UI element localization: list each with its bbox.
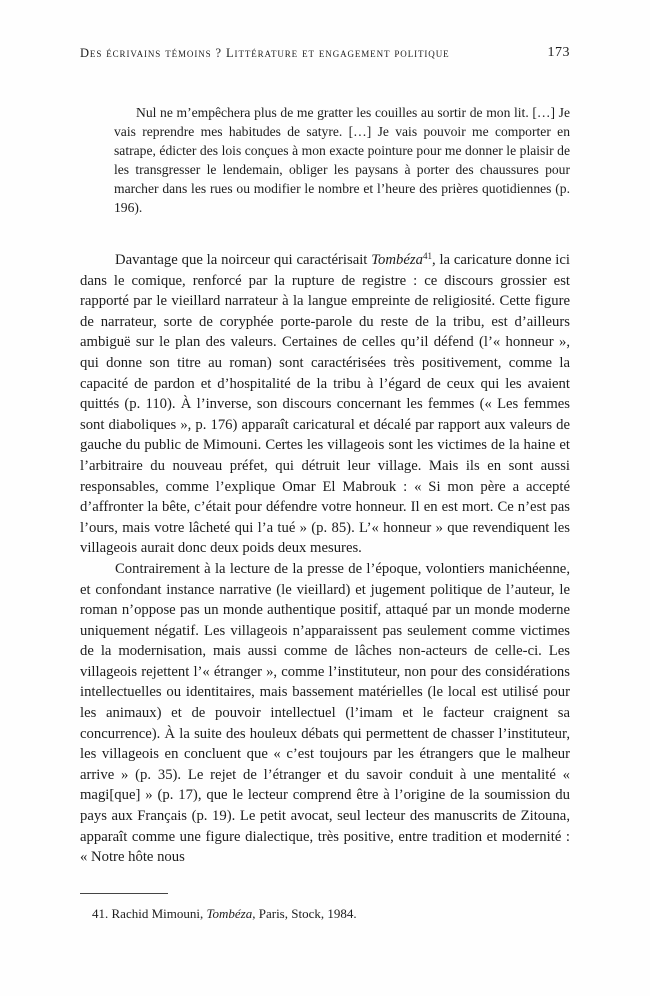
block-quote-text: Nul ne m’empêchera plus de me gratter les couilles au sortir de mon lit. […] Je vais reprendre mes habitudes de satyre. […] Je vais pouvoir me comporter en satrape, édicter des lois conçues à mon exacte pointure pour me donner le plaisir de les transgresser le lendemain, obliger les paysans à porter des chaussures pour marcher dans les rues ou modifier le nombre et l’heure des prières quotidiennes (p. 196).	[114, 105, 570, 216]
footnote-reference[interactable]: 41	[422, 251, 432, 261]
book-title-tombeza: Tombéza	[371, 252, 423, 268]
paragraph-1	[80, 250, 570, 559]
footnote-book-title: Tombéza	[206, 906, 253, 921]
page-number: 173	[547, 45, 570, 60]
block-quote	[114, 103, 570, 218]
running-head-title: Des écrivains témoins ? Littérature et engagement politique	[80, 46, 450, 60]
running-head	[80, 46, 570, 66]
footnote-author: Rachid Mimouni,	[111, 906, 207, 921]
paragraph-1-start: Davantage que la noirceur qui caractérisait	[115, 252, 372, 268]
footnote-41	[92, 905, 570, 923]
footnote-publication: , Paris, Stock, 1984.	[252, 906, 357, 921]
footnote-separator	[80, 893, 168, 894]
paragraph-2: Contrairement à la lecture de la presse de l’époque, volontiers manichéenne, et confondant instance narrative (le vieillard) et jugement politique de l’auteur, le roman n’oppose pas un monde authentique positif, attaqué par un monde moderne uniquement négatif. Les villageois n’apparaissent pas seulement comme victimes de la modernisation, mais aussi comme de lâches non-acteurs de celle-ci. Les villageois rejettent l’« étranger », comme l’instituteur, non pour des considérations intellectuelles ou identitaires, mais bassement matérielles (le local est utilisé pour les animaux) et de pouvoir intellectuel (l’imam et le facteur craignent sa concurrence). À la suite des houleux débats qui permettent de chasser l’instituteur, les villageois en concluent que « c’est toujours par les étrangers que le malheur arrive » (p. 35). Le rejet de l’étranger et du savoir conduit à une mentalité « magi[que] » (p. 17), que le lecteur comprend être à l’origine de la soumission du pays aux Français (p. 19). Le petit avocat, seul lecteur des manuscrits de Zitouna, apparaît comme une figure dialectique, très positive, entre tradition et modernité : « Notre hôte nous	[80, 560, 570, 866]
footnote-number: 41.	[92, 906, 109, 921]
body-text	[80, 250, 570, 868]
paragraph-1-rest: , la caricature donne ici dans le comique, renforcé par la rupture de registre : ce discours grossier est rapporté par le vieillard narrateur à la langue empreinte de religiosité. Cette figure de narrateur, sorte de coryphée porte-parole du reste de la tribu, est d’ailleurs ambiguë sur le plan des valeurs. Certaines de celles qu’il défend (l’« honneur », qui donne son titre au roman) sont caractérisées très positivement, comme la capacité de pardon et d’hospitalité de la tribu à l’égard de ceux qui les avaient quittés (p. 110). À l’inverse, son discours concernant les femmes (« Les femmes sont diaboliques », p. 176) apparaît caricatural et décalé par rapport aux valeurs de gauche du public de Mimouni. Certes les villageois sont les victimes de la haine et l’arbitraire du nouveau préfet, qui détruit leur village. Mais ils en sont aussi responsables, comme l’explique Omar El Mabrouk : « Si mon père a accepté d’affronter la bête, c’était pour défendre votre honneur. Il en est mort. Ce n’est pas l’ours, mais votre lâcheté qui l’a tué » (p. 85). L’« honneur » que revendiquent les villageois aurait donc deux poids deux mesures.	[80, 252, 570, 557]
